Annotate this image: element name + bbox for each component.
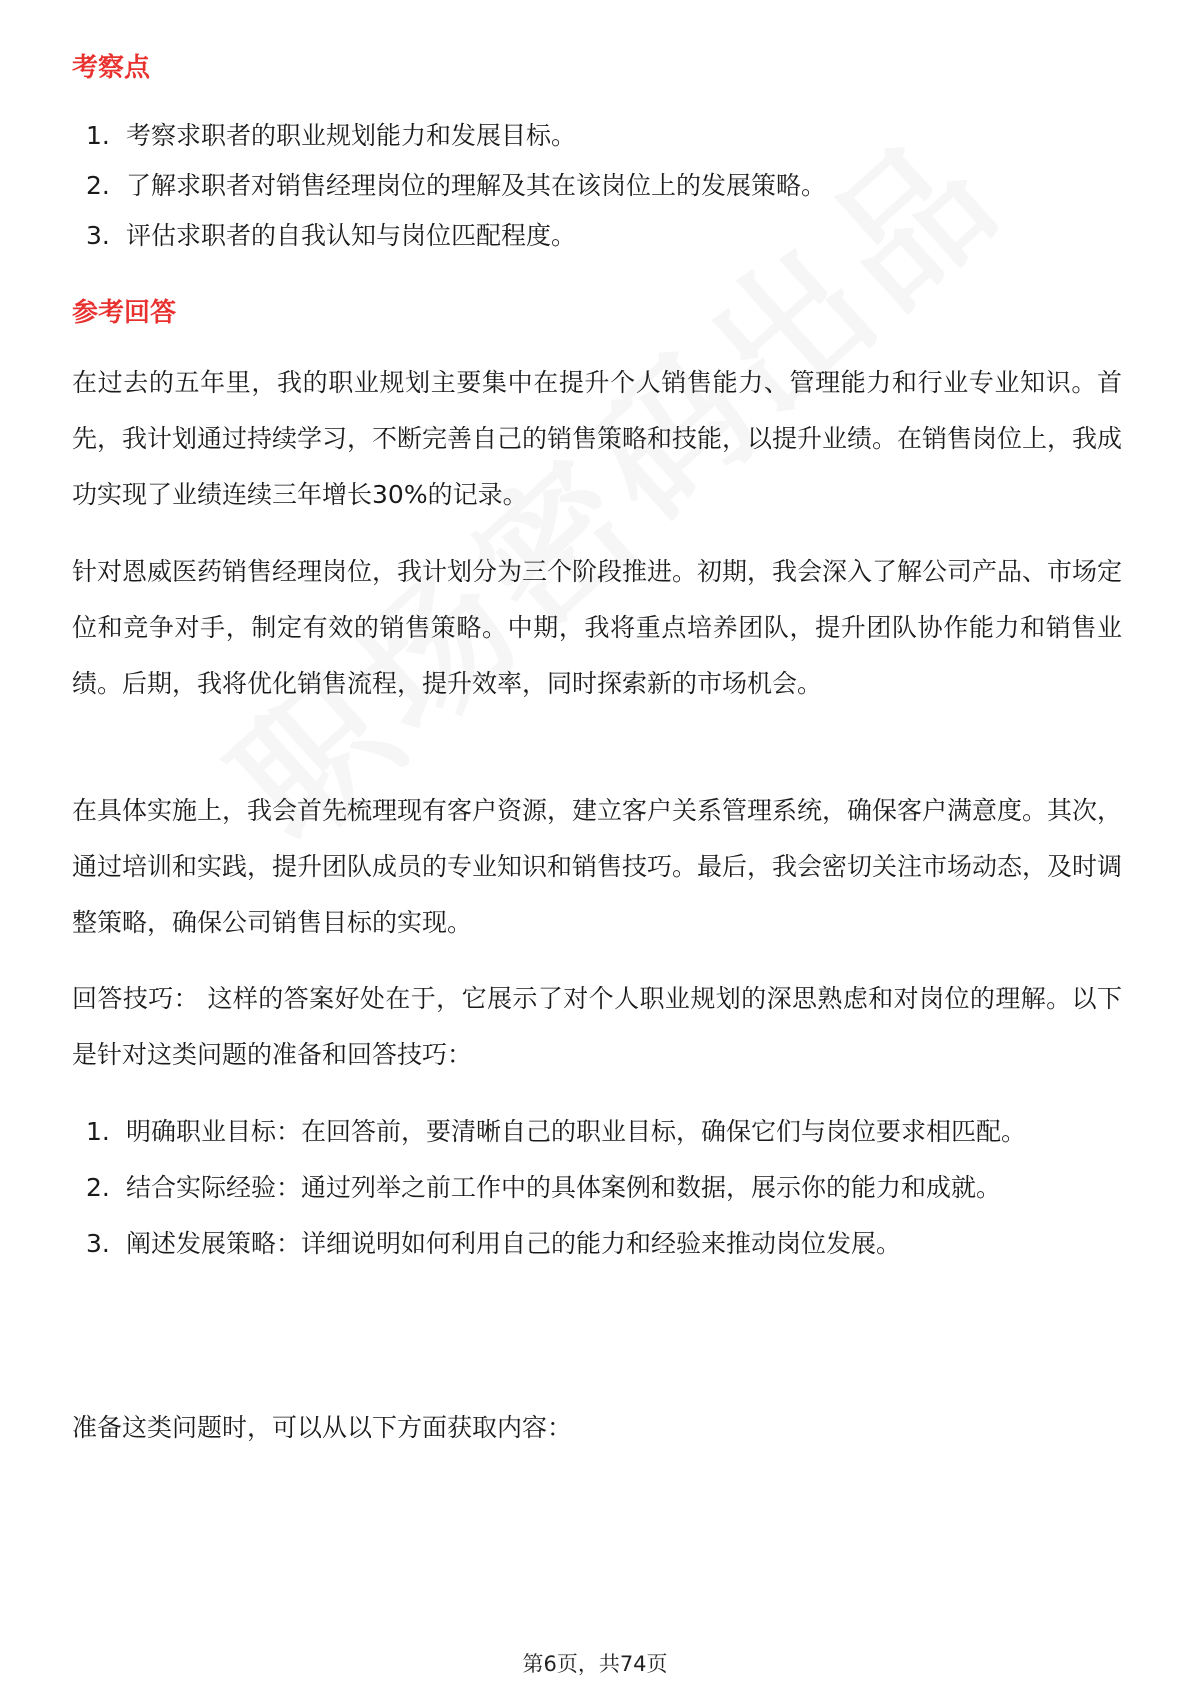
list-number: 2. [86, 171, 110, 200]
tips-list [72, 1107, 1122, 1269]
page-number: 第6页，共74页 [522, 1652, 668, 1676]
list-number: 2. [86, 1173, 110, 1202]
section-title-answer: 参考回答 [72, 298, 177, 328]
list-number: 3. [86, 221, 110, 250]
list-text: 明确职业目标：在回答前，要清晰自己的职业目标，确保它们与岗位要求相匹配。 [126, 1117, 1027, 1146]
list-text: 阐述发展策略：详细说明如何利用自己的能力和经验来推动岗位发展。 [126, 1229, 902, 1258]
focus-list [72, 111, 1122, 261]
answer-paragraph-2: 针对恩威医药销售经理岗位，我计划分为三个阶段推进。初期，我会深入了解公司产品、市场定位和竞争对手，制定有效的销售策略。中期，我将重点培养团队，提升团队协作能力和销售业绩。后期，我将优化销售流程，提升效率，同时探索新的市场机会。 [72, 557, 1123, 698]
list-item [72, 211, 1122, 261]
list-text: 结合实际经验：通过列举之前工作中的具体案例和数据，展示你的能力和成就。 [126, 1173, 1002, 1202]
list-text: 评估求职者的自我认知与岗位匹配程度。 [126, 221, 577, 250]
list-text: 了解求职者对销售经理岗位的理解及其在该岗位上的发展策略。 [126, 171, 827, 200]
list-text: 考察求职者的职业规划能力和发展目标。 [126, 121, 577, 150]
list-number: 1. [86, 121, 110, 150]
list-item [72, 1163, 1122, 1213]
tips-intro-paragraph: 回答技巧： 这样的答案好处在于，它展示了对个人职业规划的深思熟虑和对岗位的理解。以下是针对这类问题的准备和回答技巧： [72, 984, 1122, 1069]
closing-paragraph: 准备这类问题时，可以从以下方面获取内容： [72, 1413, 573, 1442]
section-title-focus: 考察点 [72, 53, 151, 83]
list-item [72, 1219, 1122, 1269]
answer-paragraph-3: 在具体实施上，我会首先梳理现有客户资源，建立客户关系管理系统，确保客户满意度。其次，通过培训和实践，提升团队成员的专业知识和销售技巧。最后，我会密切关注市场动态，及时调整策略，确保公司销售目标的实现。 [72, 796, 1123, 937]
list-number: 1. [86, 1117, 110, 1146]
answer-paragraph-1: 在过去的五年里，我的职业规划主要集中在提升个人销售能力、管理能力和行业专业知识。首先，我计划通过持续学习，不断完善自己的销售策略和技能，以提升业绩。在销售岗位上，我成功实现了业绩连续三年增长30%的记录。 [72, 368, 1123, 509]
list-item [72, 1107, 1122, 1157]
list-item [72, 161, 1122, 211]
list-item [72, 111, 1122, 161]
list-number: 3. [86, 1229, 110, 1258]
